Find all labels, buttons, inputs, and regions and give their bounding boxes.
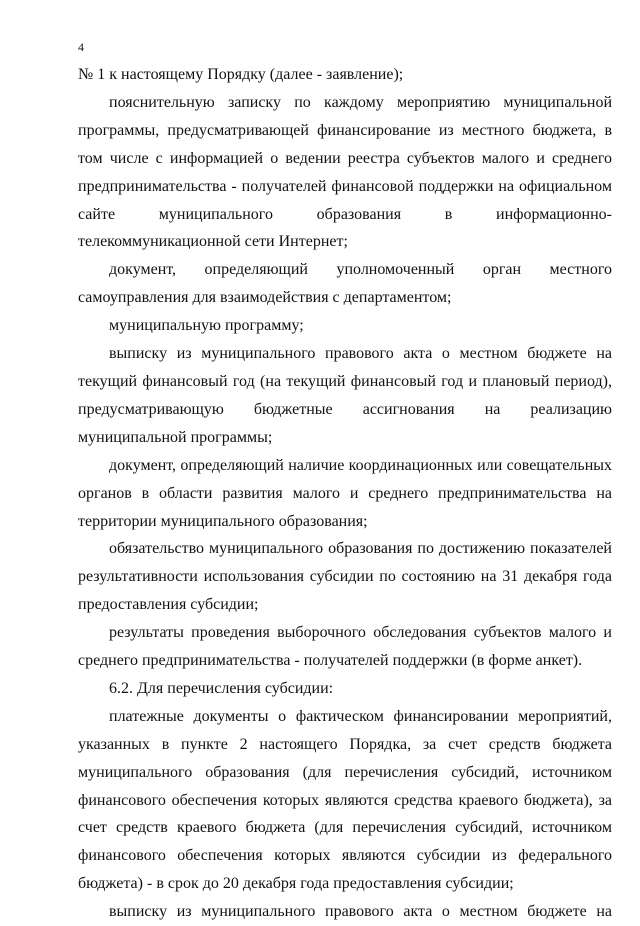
paragraph-continuation: № 1 к настоящему Порядку (далее - заявление); — [78, 66, 404, 83]
paragraph-coordination-bodies: документ, определяющий наличие координационных или совещательных органов в области развития малого и среднего предпринимательства на территории муниципального образования; — [78, 456, 612, 530]
paragraph-budget-extract: выписку из муниципального правового акта о местном бюджете на текущий финансовый год (на текущий финансовый год и плановый период), предусматривающую бюджетные ассигнования на реализацию муниципальной программы; — [78, 345, 612, 446]
page-number: 4 — [78, 40, 84, 54]
paragraph-payment-documents: платежные документы о фактическом финансировании мероприятий, указанных в пункте 2 настоящего Порядка, за счет средств бюджета муниципального образования (для перечисления субсидий, источником финансового обеспечения которых являются средства краевого бюджета), за счет средств краевого бюджета (для перечисления субсидий, источником финансового обеспечения которых являются субсидии из федерального бюджета) - в срок до 20 декабря года предоставления субсидии; — [78, 707, 612, 893]
paragraph-budget-extract-2: выписку из муниципального правового акта о местном бюджете на — [109, 903, 612, 921]
paragraph-section-6-2: 6.2. Для перечисления субсидии: — [109, 679, 334, 697]
document-body — [78, 61, 612, 926]
paragraph-municipal-program: муниципальную программу; — [109, 317, 304, 335]
paragraph-obligation: обязательство муниципального образования по достижению показателей результативности использования субсидии по состоянию на 31 декабря года предоставления субсидии; — [78, 540, 612, 614]
paragraph-survey-results: результаты проведения выборочного обследования субъектов малого и среднего предпринимательства - получателей поддержки (в форме анкет). — [78, 624, 612, 670]
paragraph-explanatory-note: пояснительную записку по каждому мероприятию муниципальной программы, предусматривающей финансирование из местного бюджета, в том числе с информацией о ведении реестра субъектов малого и среднего предпринимательства - получателей финансовой поддержки на официальном сайте муниципального образования в информационно-телекоммуникационной сети Интернет; — [78, 93, 612, 251]
paragraph-authorized-body: документ, определяющий уполномоченный орган местного самоуправления для взаимодействия с департаментом; — [78, 261, 612, 307]
